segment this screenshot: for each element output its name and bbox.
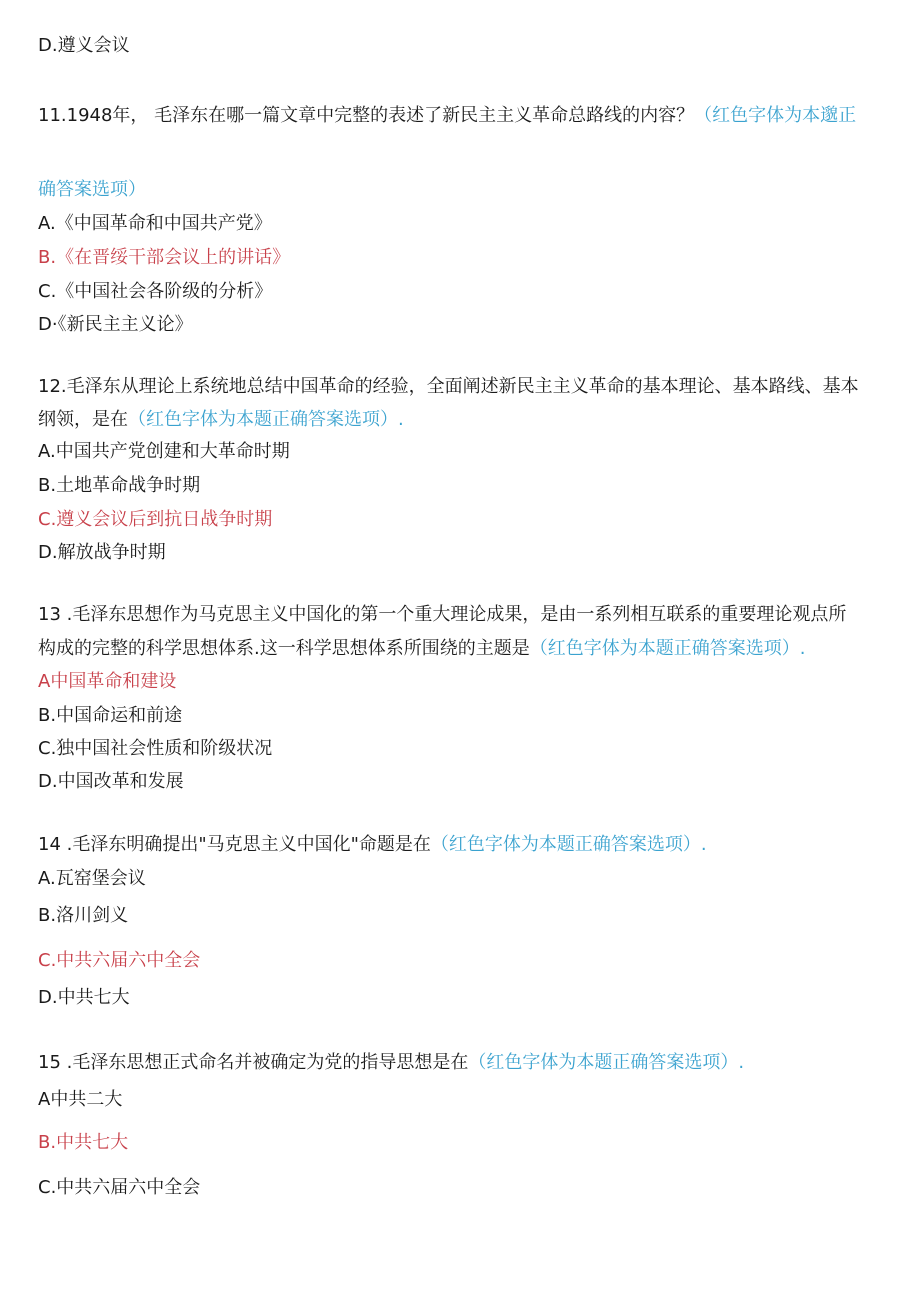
q13-option-c: C.独中国社会性质和阶级状况 xyxy=(38,738,273,759)
question-14-hint: （红色字体为本题正确答案选项）. xyxy=(430,834,707,855)
question-15-stem: 15 .毛泽东思想正式命名并被确定为党的指导思想是在 xyxy=(38,1052,469,1073)
question-14-stem: 14 .毛泽东明确提出"马克思主义中国化"命题是在 xyxy=(38,834,431,855)
q11-option-d: D·《新民主主义论》 xyxy=(38,314,193,335)
q15-option-c: C.中共六届六中全会 xyxy=(38,1177,201,1198)
q14-option-c-correct: C.中共六届六中全会 xyxy=(38,950,201,971)
q13-option-b: B.中国命运和前途 xyxy=(38,705,183,726)
question-11-line-1 xyxy=(38,104,856,128)
question-12-line-1: 12.毛泽东从理论上系统地总结中国革命的经验，全面阐述新民主主义革命的基本理论、基本路线、基本 xyxy=(38,376,859,397)
q13-option-a-correct: A中国革命和建设 xyxy=(38,671,177,692)
q11-option-c: C.《中国社会各阶级的分析》 xyxy=(38,281,273,302)
question-15-hint: （红色字体为本题正确答案选项）. xyxy=(468,1052,745,1073)
question-15-line-1 xyxy=(38,1051,744,1075)
question-13-stem-2: 构成的完整的科学思想体系.这一科学思想体系所围绕的主题是 xyxy=(38,638,530,659)
q13-option-d: D.中国改革和发展 xyxy=(38,771,184,792)
q11-option-a: A.《中国革命和中国共产党》 xyxy=(38,213,272,234)
question-11-hint-1: （红色字体为本邈正 xyxy=(694,105,857,126)
question-12-line-2 xyxy=(38,408,404,432)
prev-option-d: D.遵义会议 xyxy=(38,35,130,56)
q12-option-a: A.中国共产党创建和大革命时期 xyxy=(38,441,290,462)
q15-option-b-correct: B.中共七大 xyxy=(38,1132,129,1153)
question-13-line-1: 13 .毛泽东思想作为马克思主义中国化的第一个重大理论成果，是由一系列相互联系的重要理论观点所 xyxy=(38,604,847,625)
question-12-stem-2: 纲领，是在 xyxy=(38,409,128,430)
q14-option-b: B.洛川剑义 xyxy=(38,905,129,926)
q14-option-d: D.中共七大 xyxy=(38,987,130,1008)
question-11-hint-2: 确答案选项） xyxy=(38,179,146,200)
question-12-hint: （红色字体为本题正确答案选项）. xyxy=(128,409,404,430)
q12-option-b: B.土地革命战争时期 xyxy=(38,475,201,496)
question-14-line-1 xyxy=(38,833,707,857)
q12-option-d: D.解放战争时期 xyxy=(38,542,166,563)
q14-option-a: A.瓦窑堡会议 xyxy=(38,868,146,889)
q15-option-a: A中共二大 xyxy=(38,1089,123,1110)
question-13-line-2 xyxy=(38,637,805,661)
q12-option-c-correct: C.遵义会议后到抗日战争时期 xyxy=(38,509,273,530)
question-13-hint: （红色字体为本题正确答案选项）. xyxy=(529,638,806,659)
question-11-stem: 11.1948年， 毛泽东在哪一篇文章中完整的表述了新民主主义革命总路线的内容？ xyxy=(38,105,695,126)
q11-option-b-correct: B.《在晋绥干部会议上的讲话》 xyxy=(38,247,291,268)
